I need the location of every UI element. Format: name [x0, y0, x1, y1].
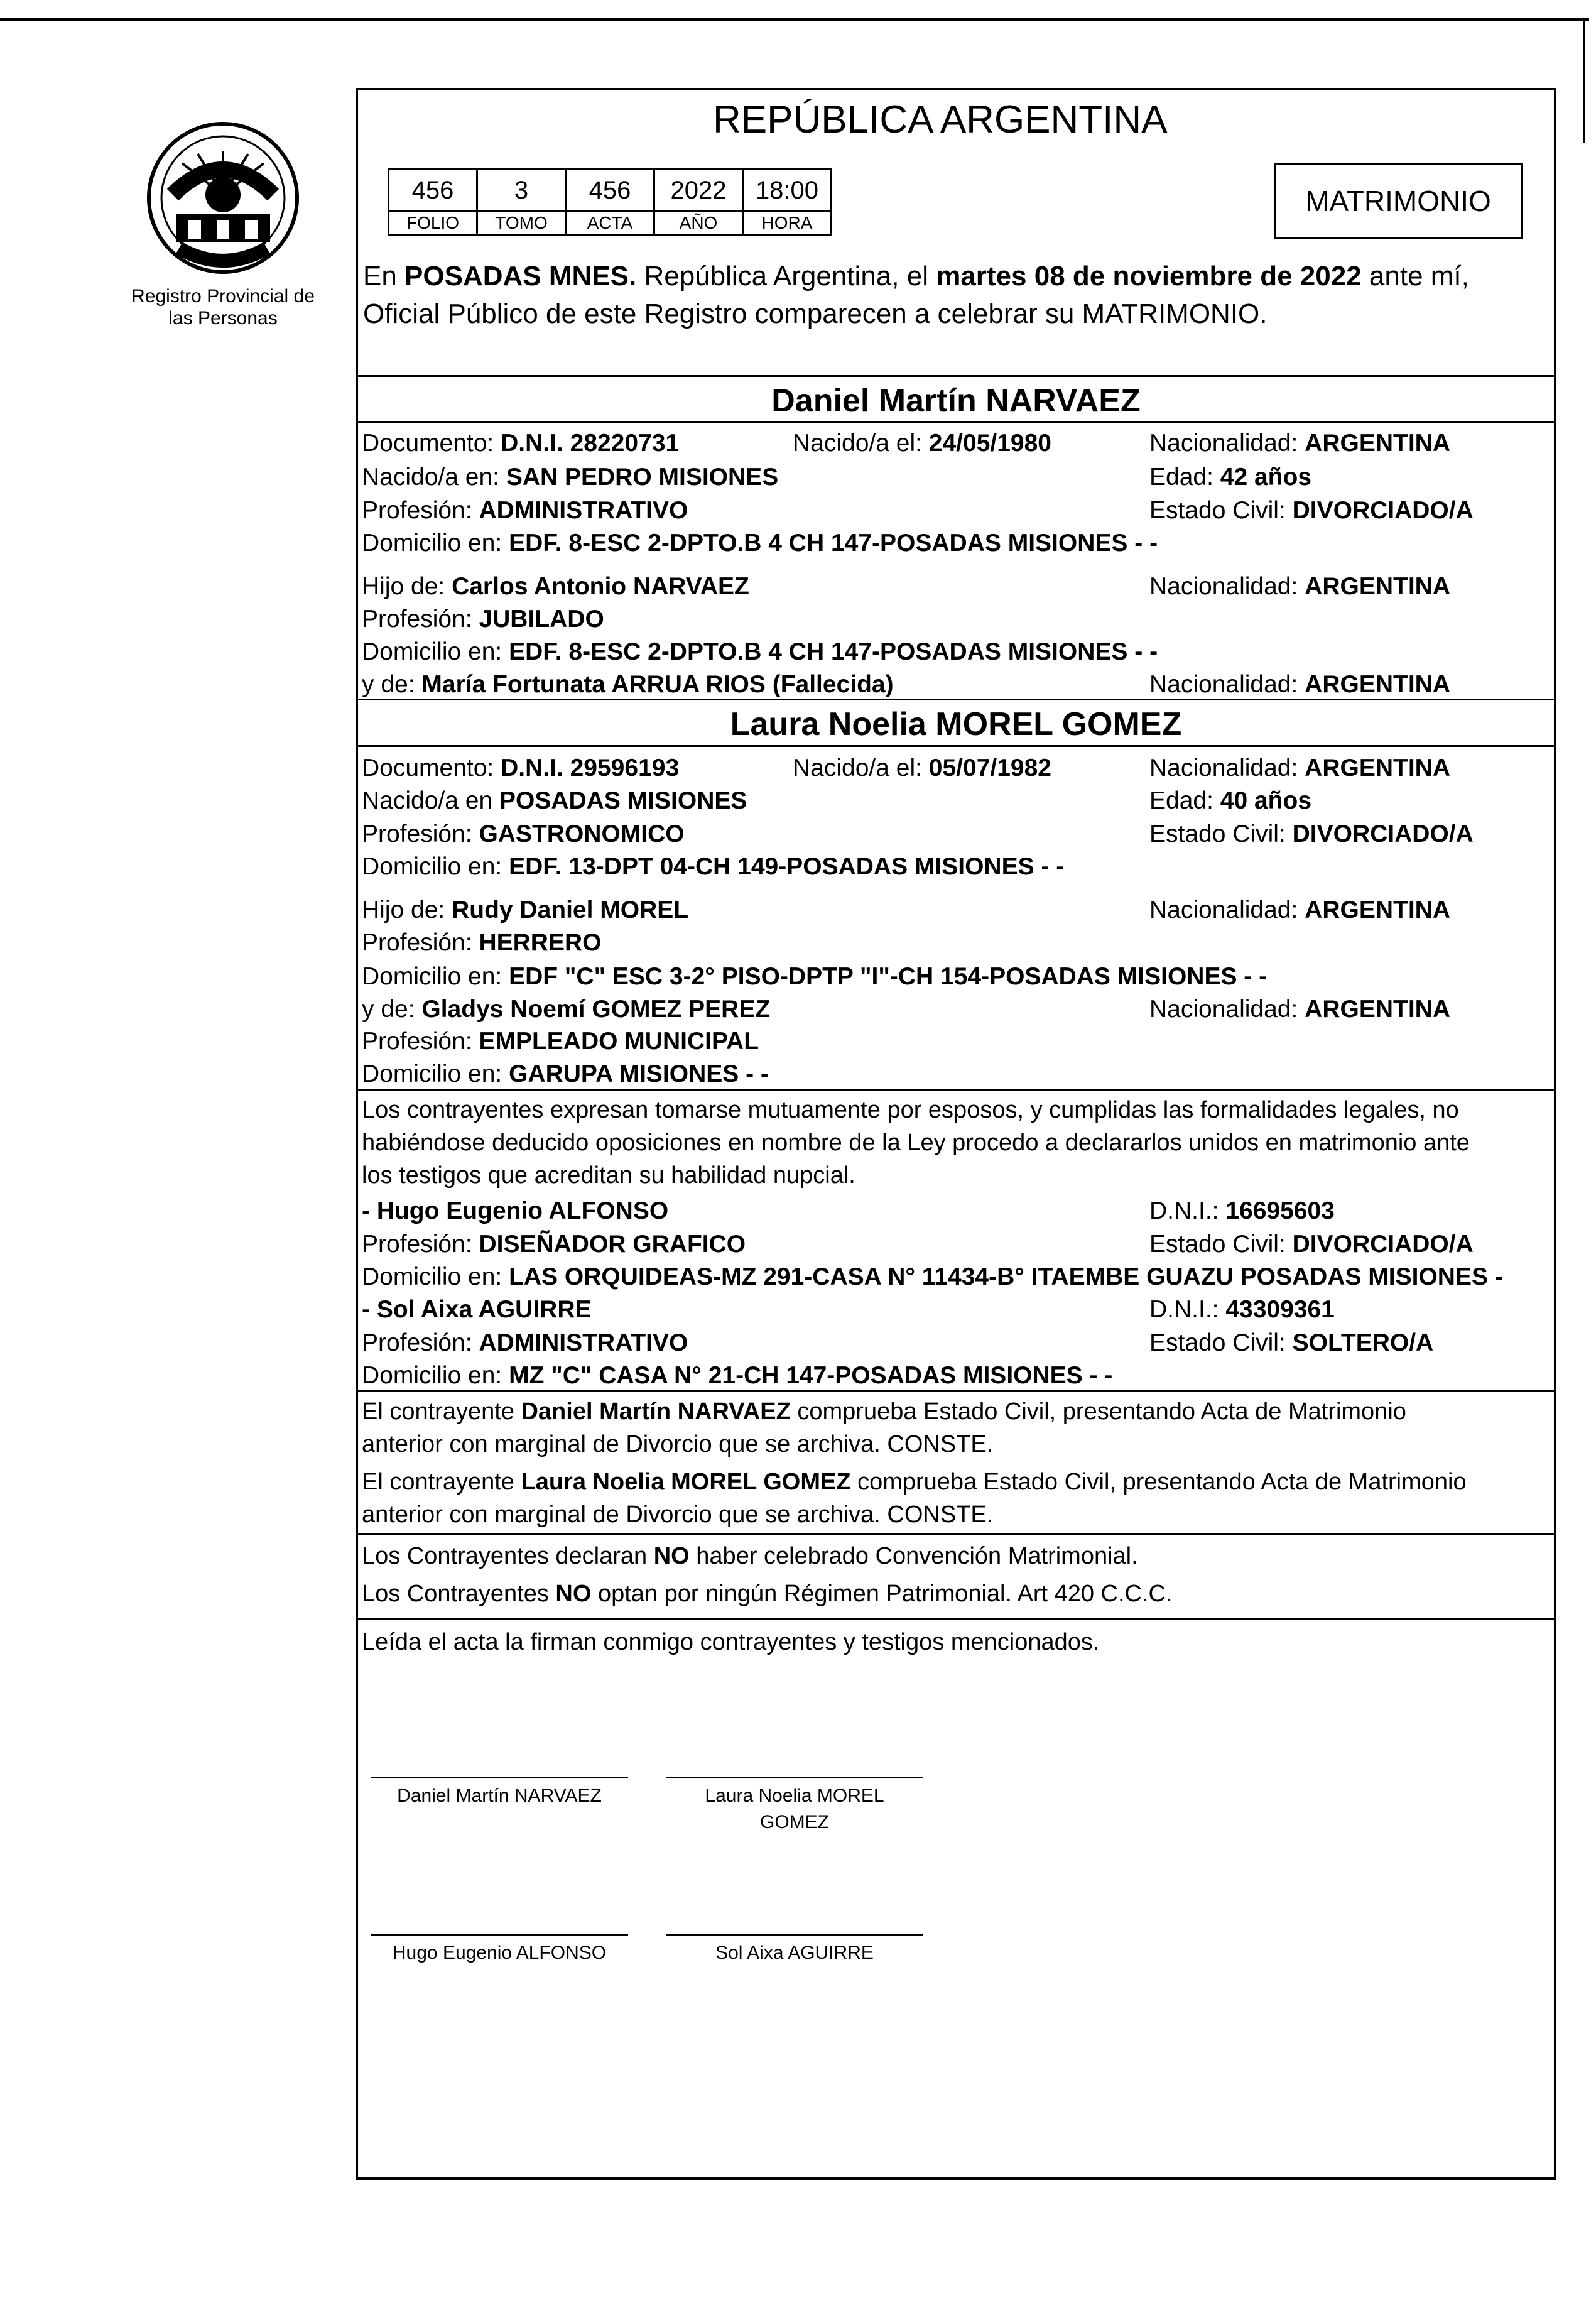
- divider: [356, 375, 1556, 377]
- witness2-profession: Profesión: ADMINISTRATIVO: [362, 1329, 688, 1356]
- spouse2-birthplace: Nacido/a en POSADAS MISIONES: [362, 787, 747, 814]
- witness1-profession: Profesión: DISEÑADOR GRAFICO: [362, 1231, 746, 1258]
- spouse2-birthdate: Nacido/a el: 05/07/1982: [793, 754, 1051, 782]
- signature-line: [666, 1934, 923, 1936]
- folio-value: 456: [389, 170, 477, 212]
- divider: [356, 1533, 1556, 1535]
- tomo-label: TOMO: [477, 212, 566, 235]
- top-rule: [0, 18, 1589, 21]
- spouse2-father-address: Domicilio en: EDF "C" ESC 3-2° PISO-DPTP "I"-CH 154-POSADAS MISIONES - -: [362, 963, 1268, 990]
- act-type-box: MATRIMONIO: [1274, 163, 1523, 239]
- spouse2-name: Laura Noelia MOREL GOMEZ: [730, 706, 1182, 743]
- note1-line-1: El contrayente Daniel Martín NARVAEZ comprueba Estado Civil, presentando Acta de Matrimonio: [362, 1398, 1406, 1425]
- regime-line-1: Los Contrayentes declaran NO haber celebrado Convención Matrimonial.: [362, 1543, 1138, 1569]
- intro-line-1: En POSADAS MNES. República Argentina, el martes 08 de noviembre de 2022 ante mí,: [363, 261, 1469, 291]
- folio-label: FOLIO: [389, 212, 477, 235]
- spouse1-address: Domicilio en: EDF. 8-ESC 2-DPTO.B 4 CH 147-POSADAS MISIONES - -: [362, 530, 1158, 557]
- spouse2-father: Hijo de: Rudy Daniel MOREL: [362, 896, 689, 923]
- spouse1-father: Hijo de: Carlos Antonio NARVAEZ: [362, 573, 749, 600]
- spouse2-father-profession: Profesión: HERRERO: [362, 929, 602, 956]
- divider: [356, 699, 1556, 700]
- note2-line-2: anterior con marginal de Divorcio que se archiva. CONSTE.: [362, 1501, 994, 1528]
- spouse2-nationality: Nacionalidad: ARGENTINA: [1149, 754, 1451, 782]
- registry-name: Registro Provincial de las Personas: [131, 286, 315, 329]
- hour-value: 18:00: [743, 170, 832, 212]
- hour-label: HORA: [743, 212, 832, 235]
- record-numbers-table: [388, 168, 832, 236]
- spouse1-profession: Profesión: ADMINISTRATIVO: [362, 497, 688, 524]
- declaration-line-3: los testigos que acreditan su habilidad nupcial.: [362, 1162, 855, 1189]
- witness2-dni: D.N.I.: 43309361: [1149, 1296, 1335, 1323]
- divider: [356, 1390, 1556, 1392]
- witness2-civil-status: Estado Civil: SOLTERO/A: [1149, 1329, 1434, 1356]
- witness1-address: Domicilio en: LAS ORQUIDEAS-MZ 291-CASA N° 11434-B° ITAEMBE GUAZU POSADAS MISIONES -: [362, 1263, 1503, 1290]
- spouse1-birthdate: Nacido/a el: 24/05/1980: [793, 430, 1051, 457]
- spouse1-father-nationality: Nacionalidad: ARGENTINA: [1149, 573, 1451, 600]
- spouse2-mother-nationality: Nacionalidad: ARGENTINA: [1149, 996, 1451, 1023]
- spouse2-mother-address: Domicilio en: GARUPA MISIONES - -: [362, 1060, 769, 1087]
- spouse1-civil-status: Estado Civil: DIVORCIADO/A: [1149, 497, 1474, 524]
- spouse2-address: Domicilio en: EDF. 13-DPT 04-CH 149-POSADAS MISIONES - -: [362, 853, 1065, 880]
- divider: [356, 421, 1556, 423]
- acta-label: ACTA: [566, 212, 654, 235]
- country-title: REPÚBLICA ARGENTINA: [713, 98, 1168, 141]
- note1-line-2: anterior con marginal de Divorcio que se archiva. CONSTE.: [362, 1431, 994, 1457]
- spouse2-father-nationality: Nacionalidad: ARGENTINA: [1149, 896, 1451, 923]
- witness2-address: Domicilio en: MZ "C" CASA N° 21-CH 147-POSADAS MISIONES - -: [362, 1362, 1113, 1389]
- spouse1-name: Daniel Martín NARVAEZ: [771, 383, 1141, 419]
- declaration-line-1: Los contrayentes expresan tomarse mutuamente por esposos, y cumplidas las formalidades legales, no: [362, 1097, 1459, 1123]
- spouse1-father-profession: Profesión: JUBILADO: [362, 606, 604, 633]
- spouse2-age: Edad: 40 años: [1149, 787, 1312, 814]
- spouse2-document: Documento: D.N.I. 29596193: [362, 754, 680, 782]
- spouse2-civil-status: Estado Civil: DIVORCIADO/A: [1149, 820, 1474, 847]
- signature-name: Laura Noelia MOREL GOMEZ: [705, 1785, 884, 1833]
- signature-line: [371, 1777, 628, 1778]
- witness2-name: - Sol Aixa AGUIRRE: [362, 1296, 592, 1323]
- signature-line: [371, 1934, 628, 1936]
- spouse1-birthplace: Nacido/a en: SAN PEDRO MISIONES: [362, 464, 779, 491]
- spouse1-mother: y de: María Fortunata ARRUA RIOS (Fallecida): [362, 671, 894, 698]
- spouse1-document: Documento: D.N.I. 28220731: [362, 430, 680, 457]
- spouse2-mother-profession: Profesión: EMPLEADO MUNICIPAL: [362, 1028, 759, 1055]
- divider: [356, 1089, 1556, 1091]
- signature-name: Hugo Eugenio ALFONSO: [392, 1942, 607, 1963]
- divider: [356, 1618, 1556, 1620]
- acta-value: 456: [566, 170, 654, 212]
- signature-name: Daniel Martín NARVAEZ: [397, 1785, 602, 1806]
- spouse2-profession: Profesión: GASTRONOMICO: [362, 820, 685, 847]
- signature-name: Sol Aixa AGUIRRE: [715, 1942, 874, 1963]
- spouse1-nationality: Nacionalidad: ARGENTINA: [1149, 430, 1451, 457]
- signature-line: [666, 1777, 923, 1778]
- divider: [356, 745, 1556, 747]
- provincial-seal-logo: [144, 119, 301, 276]
- spouse1-father-address: Domicilio en: EDF. 8-ESC 2-DPTO.B 4 CH 147-POSADAS MISIONES - -: [362, 638, 1158, 665]
- witness1-civil-status: Estado Civil: DIVORCIADO/A: [1149, 1231, 1474, 1258]
- note2-line-1: El contrayente Laura Noelia MOREL GOMEZ comprueba Estado Civil, presentando Acta de Matrimonio: [362, 1469, 1467, 1495]
- witness1-name: - Hugo Eugenio ALFONSO: [362, 1197, 669, 1224]
- closing-statement: Leída el acta la firman conmigo contrayentes y testigos mencionados.: [362, 1629, 1100, 1655]
- tomo-value: 3: [477, 170, 566, 212]
- witness1-dni: D.N.I.: 16695603: [1149, 1197, 1335, 1224]
- spouse1-age: Edad: 42 años: [1149, 464, 1312, 491]
- year-value: 2022: [654, 170, 743, 212]
- declaration-line-2: habiéndose deducido oposiciones en nombre de la Ley procedo a declararlos unidos en matrimonio ante: [362, 1130, 1470, 1156]
- regime-line-2: Los Contrayentes NO optan por ningún Régimen Patrimonial. Art 420 C.C.C.: [362, 1581, 1173, 1607]
- spouse1-mother-nationality: Nacionalidad: ARGENTINA: [1149, 671, 1451, 698]
- year-label: AÑO: [654, 212, 743, 235]
- spouse2-mother: y de: Gladys Noemí GOMEZ PEREZ: [362, 996, 771, 1023]
- right-edge-mark: [1583, 18, 1585, 143]
- intro-line-2: Oficial Público de este Registro comparecen a celebrar su MATRIMONIO.: [363, 298, 1268, 329]
